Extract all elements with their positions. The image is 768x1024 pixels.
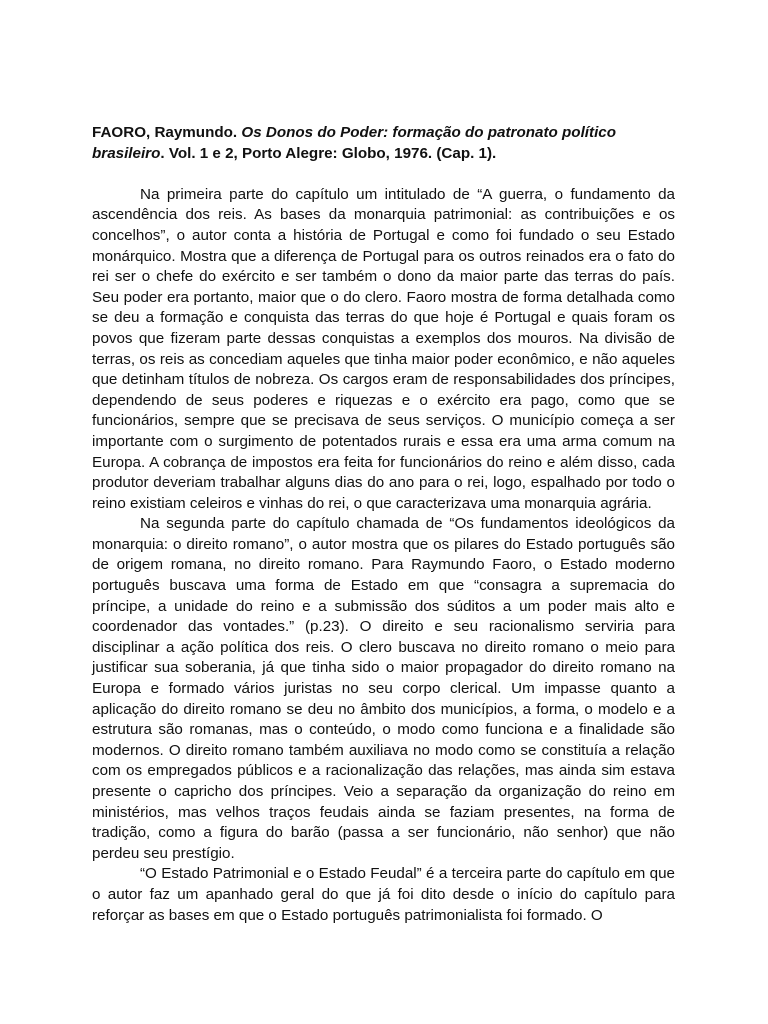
document-page bbox=[92, 123, 675, 926]
reference-details: . Vol. 1 e 2, Porto Alegre: Globo, 1976. (Cap. 1). bbox=[160, 144, 497, 162]
reference-title: Os Donos do Poder: formação do patronato político brasileiro bbox=[92, 124, 617, 162]
reference-author: FAORO, Raymundo. bbox=[92, 124, 238, 141]
paragraph-1: Na primeira parte do capítulo um intitulado de “A guerra, o fundamento da ascendência dos reis. As bases da monarquia patrimonial: as contribuições e os concelhos”, o autor conta a história de Portugal e como foi fundado o seu Estado monárquico. Mostra que a diferença de Portugal para os outros reinados era o fato do rei ser o chefe do exército e ser também o dono da maior parte das terras do país. Seu poder era portanto, maior que o do clero. Faoro mostra de forma detalhada como se deu a formação e conquista das terras do que hoje é Portugal e quais foram os povos que fizeram parte dessas conquistas a exemplos dos mouros. Na divisão de terras, os reis as concediam aqueles que tinha maior poder econômico, e não aqueles que detinham títulos de nobreza. Os cargos eram de responsabilidades dos príncipes, dependendo de seus poderes e riquezas e o exército era pago, como que se funcionários, sempre que se precisava de seus serviços. O município começa a ser importante com o surgimento de potentados rurais e essa era uma arma comum na Europa. A cobrança de impostos era feita for funcionários do reino e além disso, cada produtor deveriam trabalhar alguns dias do ano para o rei, logo, espalhado por todo o reino existiam celeiros e vinhas do rei, o que caracterizava uma monarquia agrária. bbox=[92, 185, 675, 512]
paragraph-3: “O Estado Patrimonial e o Estado Feudal” é a terceira parte do capítulo em que o autor faz um apanhado geral do que já foi dito desde o início do capítulo para reforçar as bases em que o Estado português patrimonialista foi formado. O bbox=[92, 865, 675, 924]
paragraph-2: Na segunda parte do capítulo chamada de “Os fundamentos ideológicos da monarquia: o direito romano”, o autor mostra que os pilares do Estado português são de origem romana, no direito romano. Para Raymundo Faoro, o Estado moderno português buscava uma forma de Estado em que “consagra a supremacia do príncipe, a unidade do reino e a submissão dos súditos a um poder mais alto e coordenador das vontades.” (p.23). O direito e seu racionalismo serviria para disciplinar a ação política dos reis. O clero buscava no direito romano o meio para justificar sua soberania, já que tinha sido o maior propagador do direito romano na Europa e formado vários juristas no seu corpo clerical. Um impasse quanto a aplicação do direito romano se deu no âmbito dos municípios, a forma, o modelo e a estrutura são romanas, mas o conteúdo, o modo como funciona e a finalidade são modernos. O direito romano também auxiliava no modo como se constituía a relação com os empregados públicos e a racionalização das relações, mas ainda sim estava presente o capricho dos príncipes. Veio a separação da organização do reino em ministérios, mas velhos traços feudais ainda se faziam presentes, na forma de tradição, como a figura do barão (passa a ser funcionário, não senhor) que não perdeu seu prestígio. bbox=[92, 515, 675, 862]
bibliographic-reference bbox=[92, 123, 675, 164]
